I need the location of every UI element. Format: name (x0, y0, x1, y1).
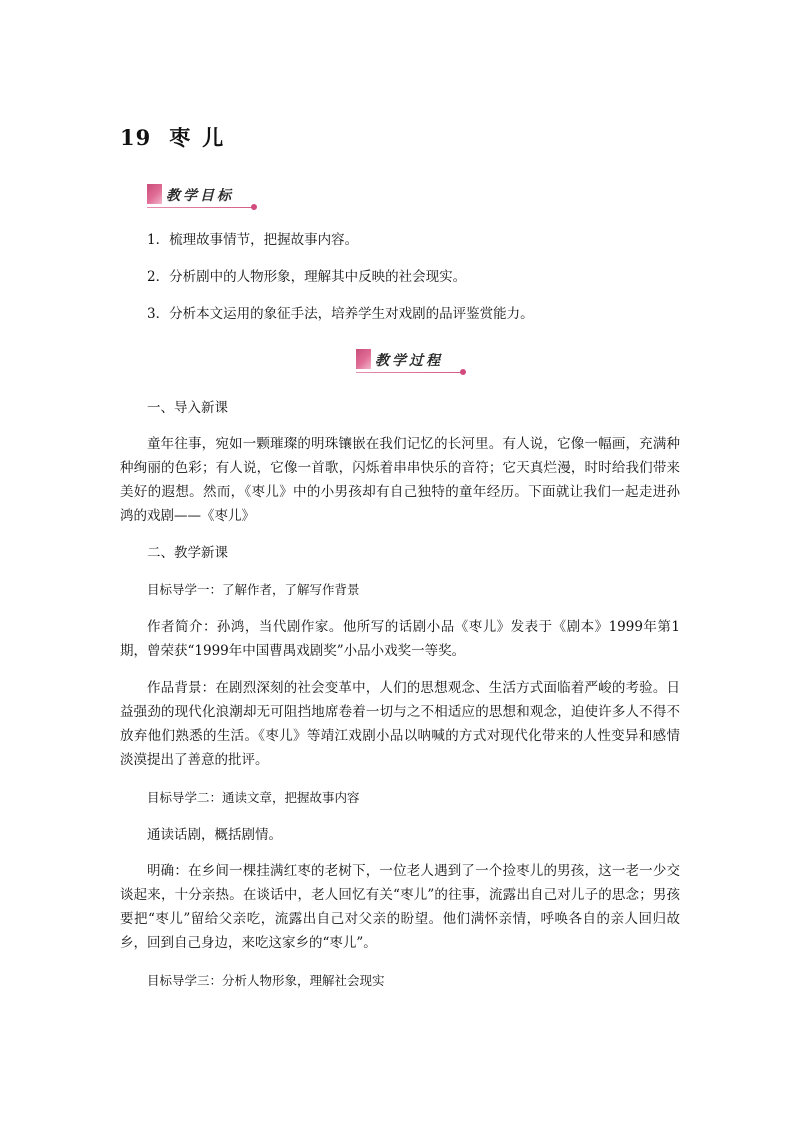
goal-heading: 目标导学三：分析人物形象，理解社会现实 (147, 973, 385, 988)
badge-underline (147, 207, 255, 208)
goal-heading: 目标导学一：了解作者，了解写作背景 (147, 582, 360, 597)
lesson-name: 枣儿 (169, 125, 236, 150)
process-badge (356, 348, 468, 376)
objective-item: 3．分析本文运用的象征手法，培养学生对戏剧的品评鉴赏能力。 (147, 306, 534, 322)
lesson-number: 19 (120, 125, 152, 150)
background-paragraph: 作品背景：在剧烈深刻的社会变革中，人们的思想观念、生活方式面临着严峻的考验。日益强劲的现代化浪潮却无可阻挡地席卷着一切与之不相适应的思想和观念，迫使许多人不得不放弃他们熟悉的生活。《枣儿》等靖江戏剧小品以呐喊的方式对现代化带来的人性变异和感情淡漠提出了善意的批评。 (120, 680, 680, 768)
objective-item: 2．分析剧中的人物形象，理解其中反映的社会现实。 (147, 269, 467, 285)
badge-dot-icon (251, 204, 257, 210)
section-heading: 一、导入新课 (147, 400, 228, 416)
reading-task: 通读话剧，概括剧情。 (147, 827, 282, 843)
badge-mark-icon (356, 349, 371, 369)
badge-underline (356, 372, 464, 373)
process-badge-label: 教学过程 (375, 353, 443, 369)
section-heading: 二、教学新课 (147, 545, 228, 561)
objectives-badge-label: 教学目标 (166, 188, 234, 204)
objectives-badge (147, 183, 259, 211)
intro-paragraph: 童年往事，宛如一颗璀璨的明珠镶嵌在我们记忆的长河里。有人说，它像一幅画，充满种种绚丽的色彩；有人说，它像一首歌，闪烁着串串快乐的音符；它天真烂漫，时时给我们带来美好的遐想。然而，《枣儿》中的小男孩却有自己独特的童年经历。下面就让我们一起走进孙鸿的戏剧——《枣儿》 (120, 436, 680, 524)
author-paragraph: 作者简介：孙鸿，当代剧作家。他所写的话剧小品《枣儿》发表于《剧本》1999年第1期，曾荣获“1999年中国曹禺戏剧奖”小品小戏奖一等奖。 (120, 619, 680, 659)
badge-dot-icon (460, 369, 466, 375)
lesson-title (120, 122, 235, 152)
objective-item: 1．梳理故事情节，把握故事内容。 (147, 232, 359, 248)
badge-mark-icon (147, 184, 162, 204)
goal-heading: 目标导学二：通读文章，把握故事内容 (147, 790, 360, 805)
answer-paragraph: 明确：在乡间一棵挂满红枣的老树下，一位老人遇到了一个捡枣儿的男孩，这一老一少交谈起来，十分亲热。在谈话中，老人回忆有关“枣儿”的往事，流露出自己对儿子的思念；男孩要把“枣儿”留给父亲吃，流露出自己对父亲的盼望。他们满怀亲情，呼唤各自的亲人回归故乡，回到自己身边，来吃这家乡的“枣儿”。 (120, 863, 680, 951)
